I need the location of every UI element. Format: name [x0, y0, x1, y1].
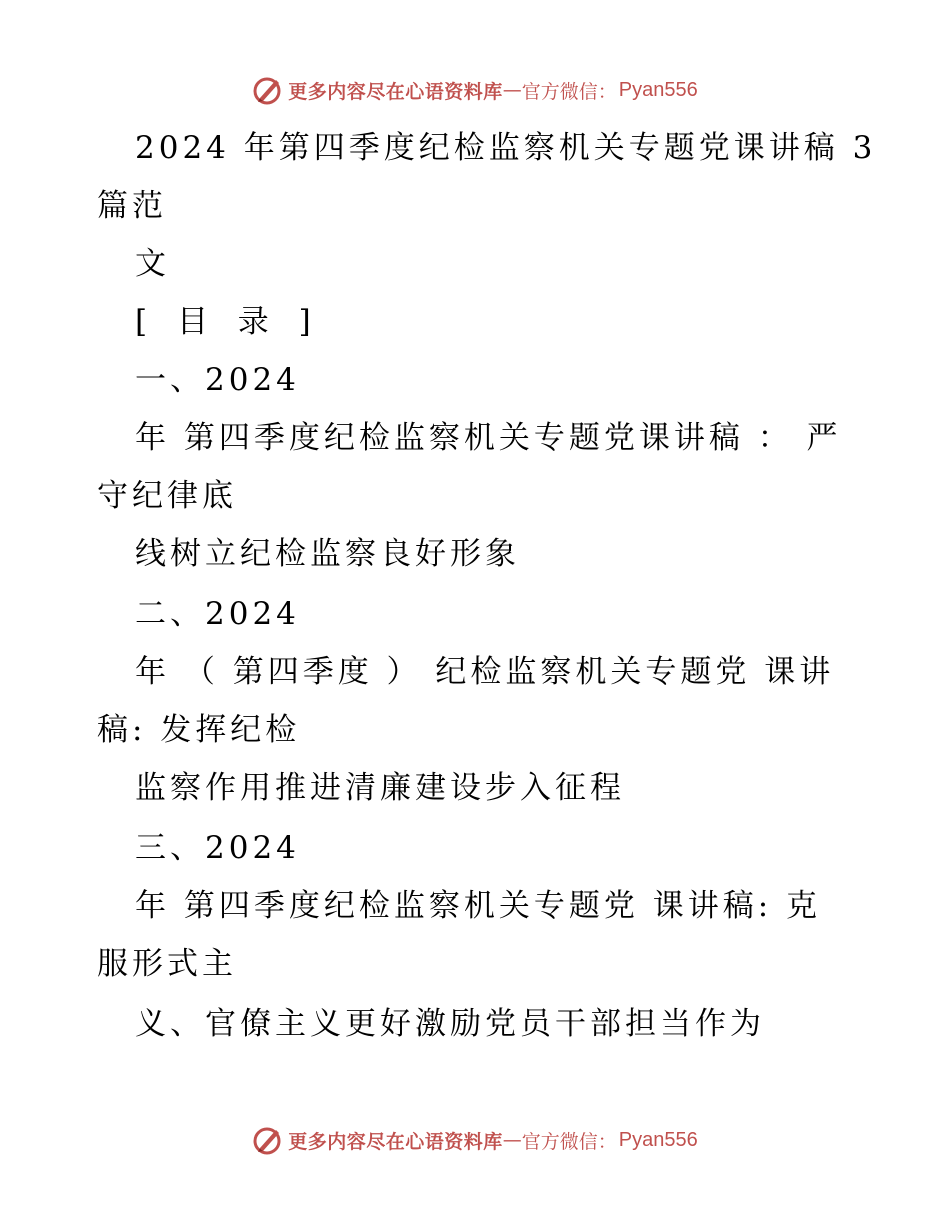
- toc-item-2-line-2: 稿: 发挥纪检: [97, 712, 301, 748]
- toc-item-2-line-1: 年 （ 第四季度 ） 纪检监察机关专题党 课讲: [135, 654, 835, 690]
- banner-separator: —: [502, 1129, 522, 1151]
- doc-title-line-2: 篇范: [97, 188, 167, 224]
- banner-wechat-id: Pyan556: [618, 78, 698, 101]
- toc-item-1-number: 一、2024: [135, 362, 300, 398]
- banner-separator: —: [502, 79, 522, 101]
- banner-wechat-id: Pyan556: [618, 1128, 698, 1151]
- footer-watermark-banner: [0, 1120, 950, 1160]
- banner-text: 更多内容尽在心语资料库: [288, 1130, 503, 1153]
- pen-logo-icon: [252, 1124, 284, 1156]
- toc-item-1-line-1: 年 第四季度纪检监察机关专题党课讲稿 ： 严: [135, 420, 842, 456]
- toc-item-2-line-3: 监察作用推进清廉建设步入征程: [135, 770, 625, 806]
- toc-item-2-number: 二、2024: [135, 596, 300, 632]
- toc-item-1-line-3: 线树立纪检监察良好形象: [135, 536, 520, 572]
- toc-item-3-line-3: 义、官僚主义更好激励党员干部担当作为: [135, 1006, 765, 1042]
- pen-logo-icon: [252, 74, 284, 106]
- header-watermark-banner: [0, 70, 950, 110]
- toc-item-3-line-1: 年 第四季度纪检监察机关专题党 课讲稿: 克: [135, 888, 822, 924]
- doc-title-line-1: 2024 年第四季度纪检监察机关专题党课讲稿 3: [135, 130, 877, 166]
- toc-item-3-number: 三、2024: [135, 830, 300, 866]
- toc-item-3-line-2: 服形式主: [97, 946, 237, 982]
- banner-text: 更多内容尽在心语资料库: [288, 80, 503, 103]
- doc-title-line-3: 文: [135, 246, 170, 282]
- toc-heading: [ 目 录 ]: [135, 304, 321, 340]
- banner-wechat-label: 官方微信：: [521, 1130, 617, 1153]
- banner-wechat-label: 官方微信：: [521, 80, 617, 103]
- toc-item-1-line-2: 守纪律底: [97, 478, 237, 514]
